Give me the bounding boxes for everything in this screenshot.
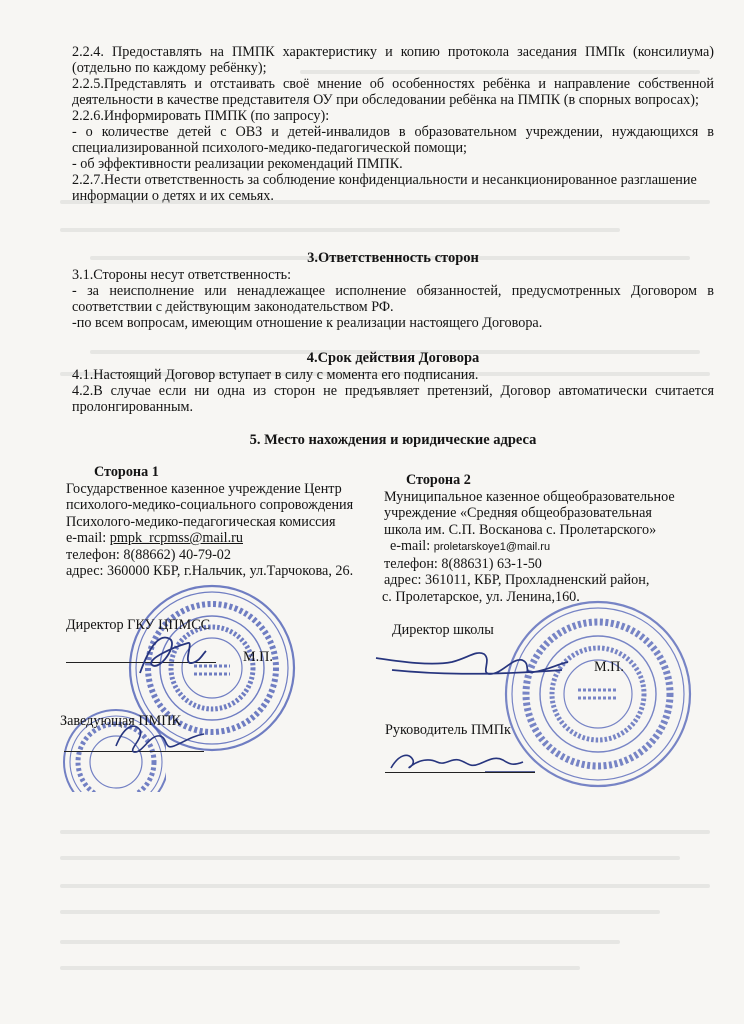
party-2-email-link[interactable]: proletarskoye1@mail.ru <box>433 541 551 553</box>
party-1-org-line: Психолого-медико-педагогическая комиссия <box>66 513 336 530</box>
section-4-line: 4.2.В случае если ни одна из сторон не предъявляет претензий, Договор автоматически считается пролонгированным. <box>72 383 714 415</box>
section-4-line: 4.1.Настоящий Договор вступает в силу с момента его подписания. <box>72 367 479 383</box>
party-1-org-line: Государственное казенное учреждение Центр <box>66 480 342 497</box>
section-3-line: 3.1.Стороны несут ответственность: <box>72 267 292 283</box>
clause-2-2-6-item-2: - об эффективности реализации рекомендаций ПМПК. <box>72 156 403 172</box>
party-1-director-signature <box>130 625 210 685</box>
party-2-head-signature-line <box>385 772 535 773</box>
clauses-block <box>72 44 714 204</box>
party-2-address: адрес: 361011, КБР, Прохладненский район, <box>384 572 650 588</box>
party-2-head-label: Руководитель ПМПк <box>385 722 511 738</box>
party-2-org-line: школа им. С.П. Восканова с. Пролетарского» <box>384 521 657 538</box>
party-2-details <box>384 472 714 605</box>
party-1-director-label: Директор ГКУ ЦПМСС <box>66 617 211 633</box>
section-5-title: 5. Место нахождения и юридические адреса <box>249 432 537 448</box>
clause-2-2-5: 2.2.5.Представлять и отстаивать своё мнение об особенностях ребёнка и направление собственной деятельности в качестве представителя ОУ при обследовании ребёнка на ПМПК (в спорных вопросах); <box>72 76 714 108</box>
party-1-email-row <box>66 530 396 547</box>
section-4-title: 4.Срок действия Договора <box>306 350 480 366</box>
party-1-org-line: психолого-медико-социального сопровождения <box>66 497 354 513</box>
clause-2-2-6: 2.2.6.Информировать ПМПК (по запросу): <box>72 108 330 124</box>
section-3-line: -по всем вопросам, имеющим отношение к реализации настоящего Договора. <box>72 315 543 331</box>
party-2-org-line: учреждение «Средняя общеобразовательная <box>384 505 652 521</box>
party-2-org-line: Муниципальное казенное общеобразовательное <box>384 488 675 505</box>
party-1-phone: телефон: 8(88662) 40-79-02 <box>66 546 231 563</box>
party-2-email-label: e-mail: <box>390 538 434 554</box>
section-5 <box>72 432 714 448</box>
section-3-line: - за неисполнение или ненадлежащее исполнение обязанностей, предусмотренных Договором в соответствии с действующим законодательством РФ. <box>72 283 714 315</box>
party-1-details <box>66 464 396 580</box>
section-3-title: 3.Ответственность сторон <box>307 250 479 266</box>
party-2-mp-label: М.П. <box>594 659 624 675</box>
party-1-email-label: e-mail: <box>66 530 110 546</box>
party-1-address: адрес: 360000 КБР, г.Нальчик, ул.Тарчокова, 26. <box>66 563 354 579</box>
party-1-head-label: Заведующая ПМПК <box>60 713 181 729</box>
party-2-director-label: Директор школы <box>392 622 494 638</box>
section-4 <box>72 350 714 415</box>
party-2-head-signature <box>385 744 545 780</box>
party-2-email-row <box>384 538 714 556</box>
party-2-title: Сторона 2 <box>406 472 471 488</box>
clause-2-2-7: 2.2.7.Нести ответственность за соблюдение конфиденциальности и несанкционированное разглашение информации о детях и их семьях. <box>72 172 697 204</box>
party-2-phone: телефон: 8(88631) 63-1-50 <box>384 555 542 572</box>
party-1-title: Сторона 1 <box>94 464 159 480</box>
party-1-mp-label: М.П. <box>243 649 273 665</box>
party-2-address: с. Пролетарское, ул. Ленина,160. <box>382 588 580 605</box>
section-3 <box>72 250 714 331</box>
party-1-head-signature <box>110 716 210 762</box>
party-2-director-signature <box>372 640 572 686</box>
clause-2-2-4: 2.2.4. Предоставлять на ПМПК характеристику и копию протокола заседания ПМПк (консилиума) (отдельно по каждому ребёнку); <box>72 44 714 76</box>
clause-2-2-6-item-1: - о количестве детей с ОВЗ и детей-инвалидов в образовательном учреждении, нуждающихся в специализированной психолого-медико-педагогической помощи; <box>72 124 714 156</box>
party-1-email-link[interactable]: pmpk_rcpmss@mail.ru <box>109 530 243 546</box>
